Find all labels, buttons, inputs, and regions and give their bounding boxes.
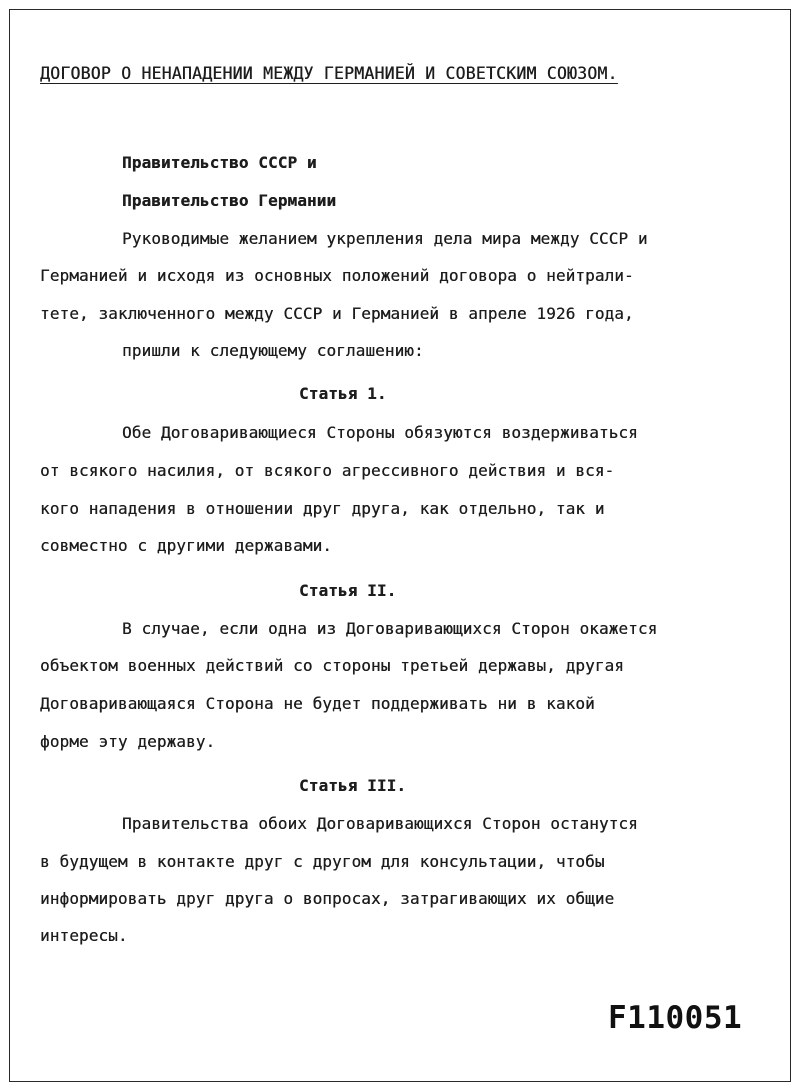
article-3-line: интересы.	[40, 926, 128, 945]
article-2-line: объектом военных действий со стороны третьей державы, другая	[40, 656, 624, 675]
preamble-line-ussr: Правительство СССР и	[122, 153, 317, 172]
document-number: F110051	[608, 1000, 743, 1036]
article-1-line: совместно с другими державами.	[40, 536, 332, 555]
article-3-line: Правительства обоих Договаривающихся Сторон останутся	[122, 814, 638, 833]
article-1-line: от всякого насилия, от всякого агрессивного действия и вся-	[40, 461, 615, 480]
article-1-heading: Статья 1.	[299, 384, 387, 403]
preamble-text-line: Германией и исходя из основных положений договора о нейтрали-	[40, 266, 634, 285]
article-3-line: в будущем в контакте друг с другом для консультации, чтобы	[40, 852, 605, 871]
document-title: ДОГОВОР О НЕНАПАДЕНИИ МЕЖДУ ГЕРМАНИЕЙ И СОВЕТСКИМ СОЮЗОМ.	[40, 64, 618, 83]
article-2-line: В случае, если одна из Договаривающихся Сторон окажется	[122, 619, 658, 638]
article-2-line: Договаривающаяся Сторона не будет поддерживать ни в какой	[40, 694, 595, 713]
article-3-heading: Статья III.	[299, 776, 407, 795]
article-2-heading: Статья II.	[299, 581, 397, 600]
preamble-text-line: тете, заключенного между СССР и Германией в апреле 1926 года,	[40, 304, 634, 323]
preamble-line-germany: Правительство Германии	[122, 191, 337, 210]
article-2-line: форме эту державу.	[40, 732, 216, 751]
article-1-line: кого нападения в отношении друг друга, как отдельно, так и	[40, 499, 605, 518]
article-3-line: информировать друг друга о вопросах, затрагивающих их общие	[40, 889, 615, 908]
preamble-text-line: Руководимые желанием укрепления дела мира между СССР и	[122, 229, 648, 248]
article-1-line: Обе Договаривающиеся Стороны обязуются воздерживаться	[122, 423, 638, 442]
preamble-text-line: пришли к следующему соглашению:	[122, 341, 424, 360]
